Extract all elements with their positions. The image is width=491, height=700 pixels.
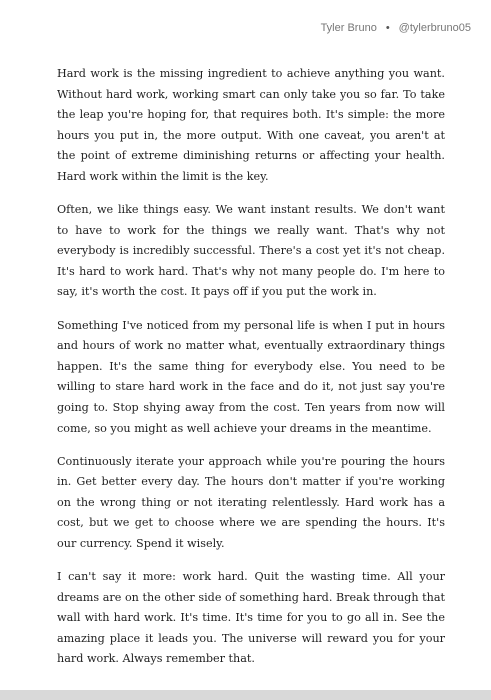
paragraph-1: Hard work is the missing ingredient to achieve anything you want. Without hard work, working smart can only take you so far. To take the leap you're hoping for, that requires both. It's simple: the more hours you put in, the more output. With one caveat, you aren't at the point of extreme diminishing returns or affecting your health. Hard work within the limit is the key. bbox=[57, 67, 445, 183]
author-handle: @tylerbruno05 bbox=[398, 22, 471, 34]
paragraph-3: Something I've noticed from my personal life is when I put in hours and hours of work no matter what, eventually extraordinary things happen. It's the same thing for everybody else. You need to be willing to stare hard work in the face and do it, not just say you're going to. Stop shying away from the cost. Ten years from now will come, so you might as well achieve your dreams in the meantime. bbox=[57, 318, 445, 435]
paragraph-4: Continuously iterate your approach while you're pouring the hours in. Get better every day. The hours don't matter if you're working on the wrong thing or not iterating relentlessly. Hard work has a cost, but we get to choose where we are spending the hours. It's our currency. Spend it wisely. bbox=[57, 454, 445, 550]
header-separator: • bbox=[385, 22, 390, 34]
paragraph-2: Often, we like things easy. We want instant results. We don't want to have to work for the things we really want. That's why not everybody is incredibly successful. There's a cost yet it's not cheap. It's hard to work hard. That's why not many people do. I'm here to say, it's worth the cost. It pays off if you put the work in. bbox=[57, 203, 445, 299]
page-bottom-edge bbox=[0, 690, 491, 700]
page-header bbox=[321, 22, 471, 34]
paragraph-5: I can't say it more: work hard. Quit the wasting time. All your dreams are on the other side of something hard. Break through that wall with hard work. It's time. It's time for you to go all in. See the amazing place it leads you. The universe will reward you for your hard work. Always remember that. bbox=[57, 570, 445, 666]
author-name: Tyler Bruno bbox=[320, 22, 377, 34]
article-body bbox=[57, 64, 445, 683]
